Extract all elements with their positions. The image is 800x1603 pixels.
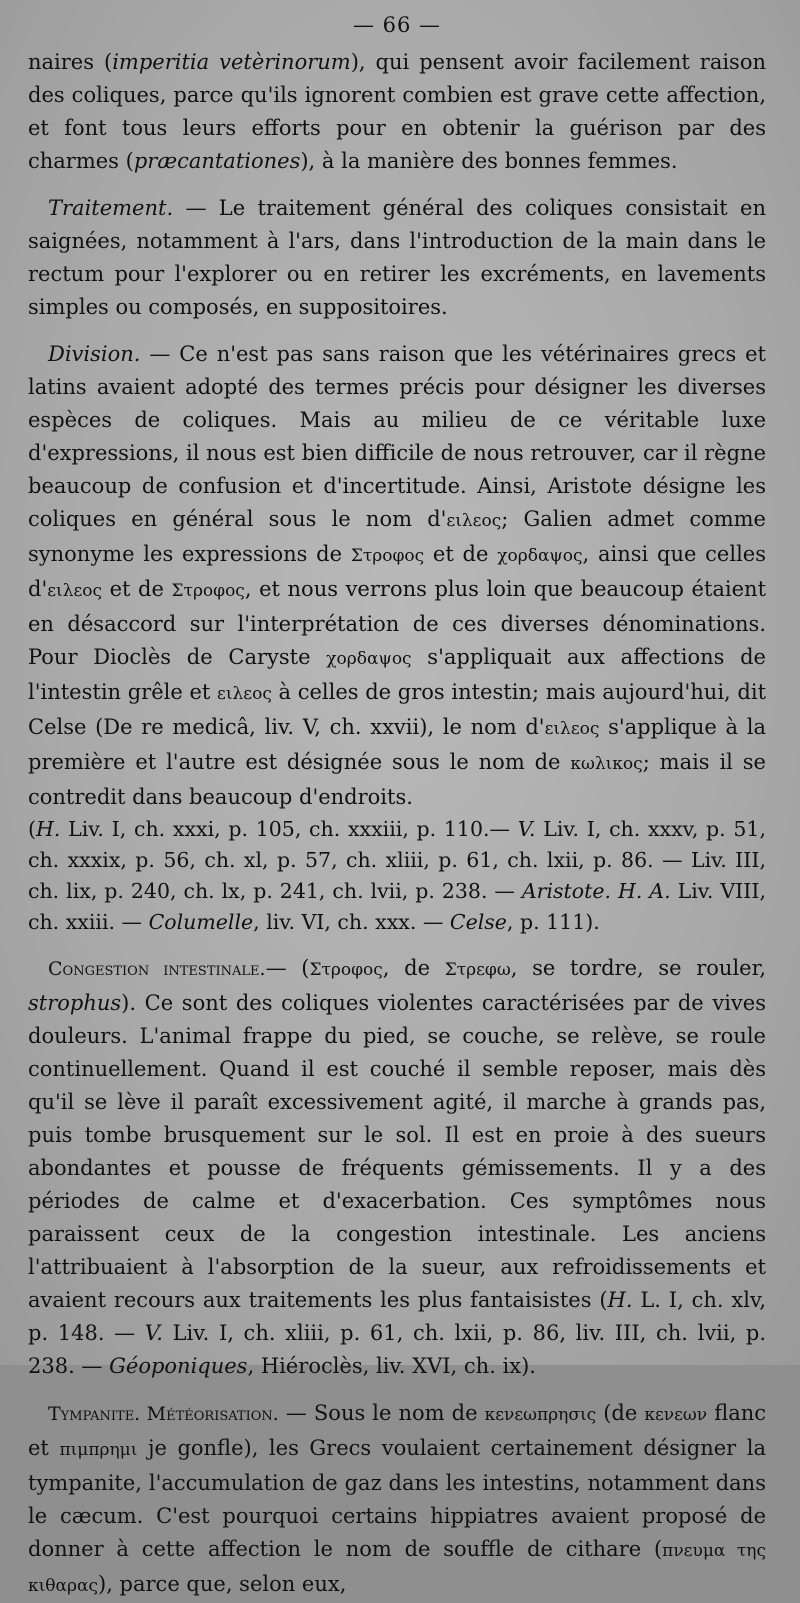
source-name: Aristote. H. A.: [521, 879, 671, 903]
text-run: — (: [265, 956, 310, 980]
text-run: , de: [382, 956, 445, 980]
text-run: ). Ce sont des coliques violentes caractérisées par de vives douleurs. L'animal frappe du pied, se couche, se relève, se roule continuellement. Quand il est couché il semble reposer, mais dès qu'il se lève il paraît excessivement agité, il marche à grands pas, puis tombe brusquement sur le sol. Il est en proie à des sueurs abondantes et pousse de fréquents gémissements. Il y a des périodes de calme et d'exacerbation. Ces symptômes nous paraissent ceux de la congestion intestinale. Les anciens l'attribuaient à l'absorption de la sueur, aux refroidissements et avaient recours aux traitements les plus fantaisistes (: [28, 991, 766, 1312]
text-run: flanc et: [28, 1401, 767, 1460]
source-name: Géoponiques: [109, 1354, 248, 1378]
greek-term: ειλεος: [544, 719, 600, 739]
text-run: ), parce que, selon eux,: [98, 1572, 347, 1596]
text-run: je gonfle), les Grecs voulaient certainement désigner la tympanite, l'accumulation de gaz dans les intestins, notamment dans le cæcum. C'est pourquoi certains hippiatres avaient proposé de donner à cette affection le nom de souffle de cithare (: [28, 1436, 766, 1561]
greek-term: πνευμα της κιθαρας: [28, 1541, 766, 1596]
section-heading-tympanite: Tympanite. Météorisation.: [48, 1403, 279, 1425]
greek-term: Στρεφω: [444, 960, 511, 980]
text-run: Liv. I, ch. xliii, p. 61, ch. lxii, p. 86, liv. III, ch. lvii, p. 238. —: [28, 1321, 767, 1378]
greek-term: ειλεος: [217, 684, 272, 704]
text-run: et de: [424, 542, 498, 566]
greek-term: κενεωπρησις: [484, 1405, 597, 1425]
text-run: ), qui pensent avoir facilement raison des coliques, parce qu'ils ignorent combien est grave cette affection, et font tous leurs efforts pour en obtenir la guérison par des charmes (: [28, 50, 766, 173]
text-run: , ainsi que celles d': [28, 542, 766, 601]
source-name: Celse: [449, 910, 507, 934]
source-abbrev: H.: [607, 1288, 633, 1312]
latin-term: præcantationes: [133, 149, 301, 173]
text-run: , liv. VI, ch. xxx. —: [253, 910, 450, 934]
text-run: naires (: [28, 50, 113, 74]
text-run: à celles de gros intestin; mais aujourd'hui, dit Celse (De re medicâ, liv. V, ch. xxvii), le nom d': [28, 680, 767, 739]
greek-term: Στροφος: [309, 960, 383, 980]
text-run: L. I, ch. xlv, p. 148. —: [28, 1288, 766, 1345]
greek-term: κενεων: [644, 1405, 708, 1425]
paragraph-coliques-intro: [28, 46, 766, 178]
greek-term: χορδαψος: [497, 546, 583, 566]
text-run: Liv. VIII, ch. xxiii. —: [28, 879, 766, 934]
greek-term: Στροφος: [350, 546, 425, 566]
references-division: [28, 814, 766, 938]
text-run: , p. 111).: [506, 910, 600, 934]
text-run: (de: [596, 1401, 645, 1425]
text-run: ; Galien admet comme synonyme les expressions de: [28, 507, 766, 566]
greek-term: ειλεος: [446, 511, 502, 531]
source-abbrev: V.: [144, 1321, 163, 1345]
greek-term: πιμπρημι: [59, 1440, 138, 1460]
page-number: — 66 —: [352, 13, 442, 37]
paragraph-tympanite: [28, 1397, 766, 1603]
greek-term: χορδαψος: [326, 649, 412, 669]
text-run: ; mais il se contredit dans beaucoup d'endroits.: [28, 750, 766, 809]
section-heading-traitement: Traitement.: [48, 196, 174, 220]
text-run: s'applique à la première et l'autre est désignée sous le nom de: [28, 715, 766, 774]
text-run: et de: [102, 577, 172, 601]
paragraph-congestion: [28, 952, 766, 1383]
latin-term: strophus: [28, 991, 122, 1015]
greek-term: κωλικος: [570, 754, 643, 774]
section-heading-congestion: Congestion intestinale.: [48, 958, 266, 980]
latin-term: imperitia vetèrinorum: [112, 50, 351, 74]
greek-term: Στροφος: [171, 581, 245, 601]
text-run: ), à la manière des bonnes femmes.: [300, 149, 678, 173]
section-heading-division: Division.: [48, 342, 141, 366]
paragraph-traitement: [28, 192, 766, 324]
text-run: , et nous verrons plus loin que beaucoup étaient en désaccord sur l'interprétation de ces diverses dénominations. Pour Dioclès de Caryste: [28, 577, 767, 669]
source-abbrev: H.: [36, 817, 61, 841]
text-run: (: [28, 817, 36, 841]
text-run: Liv. I, ch. xxxv, p. 51, ch. xxxix, p. 56, ch. xl, p. 57, ch. xliii, p. 61, ch. lxii, p. 86. — Liv. III, ch. lix, p. 240, ch. lx, p. 241, ch. lvii, p. 238. —: [28, 817, 766, 903]
source-abbrev: V.: [517, 817, 536, 841]
text-run: — Le traitement général des coliques consistait en saignées, notamment à l'ars, dans l'introduction de la main dans le rectum pour l'explorer ou en retirer les excréments, en lavements simples ou composés, en suppositoires.: [28, 196, 766, 319]
paragraph-division: [28, 338, 766, 814]
source-name: Columelle: [148, 910, 254, 934]
text-run: s'appliquait aux affections de l'intestin grêle et: [28, 645, 766, 704]
text-run: , Hiéroclès, liv. XVI, ch. ix).: [247, 1354, 536, 1378]
greek-term: ειλεος: [47, 581, 103, 601]
text-run: — Sous le nom de: [278, 1401, 485, 1425]
text-run: , se tordre, se rouler,: [510, 956, 767, 980]
text-run: — Ce n'est pas sans raison que les vétérinaires grecs et latins avaient adopté des termes précis pour désigner les diverses espèces de coliques. Mais au milieu de ce véritable luxe d'expressions, il nous est bien difficile de nous retrouver, car il règne beaucoup de confusion et d'incertitude. Ainsi, Aristote désigne les coliques en général sous le nom d': [28, 342, 766, 531]
text-run: Liv. I, ch. xxxi, p. 105, ch. xxxiii, p. 110.—: [60, 817, 518, 841]
